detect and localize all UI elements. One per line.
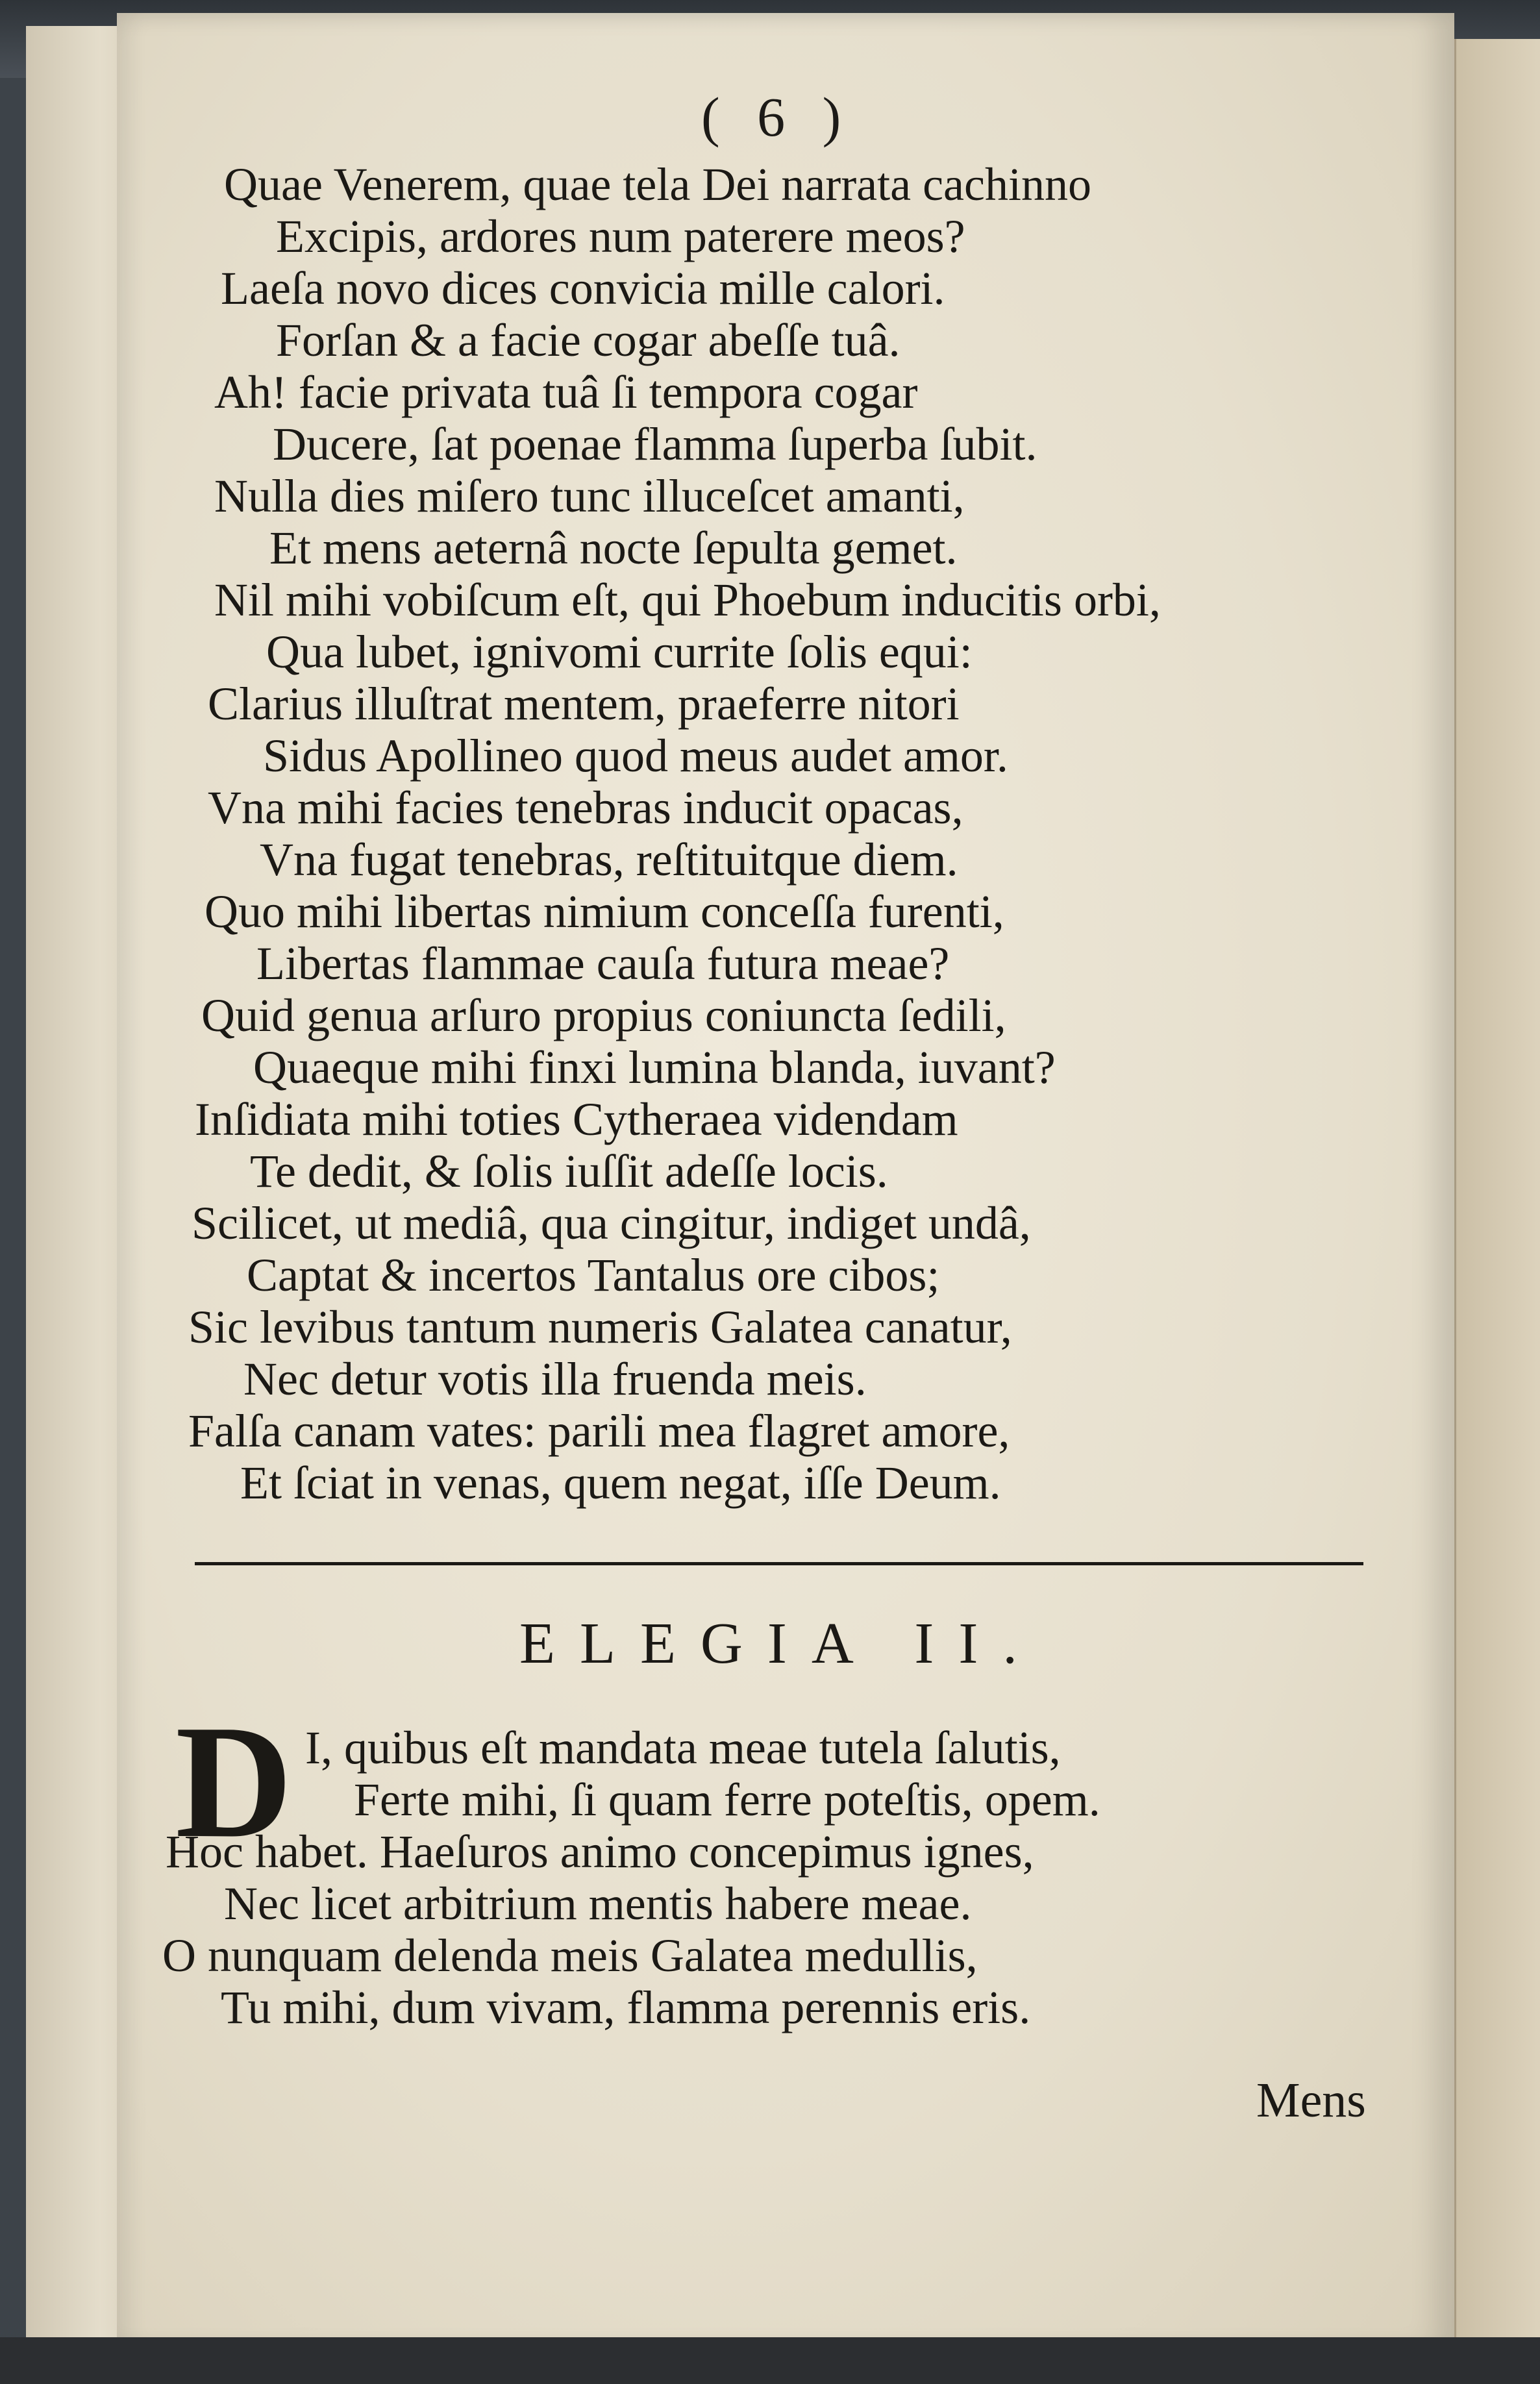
poem-line: Te dedit, & ſolis iuſſit adeſſe locis. (250, 1145, 888, 1197)
page-number: ( 6 ) (701, 86, 853, 148)
section-divider (195, 1562, 1363, 1565)
poem-line: Forſan & a facie cogar abeſſe tuâ. (276, 314, 900, 366)
poem-line: Nec detur votis illa fruenda meis. (243, 1353, 867, 1405)
poem-line: Clarius illuſtrat mentem, praeferre nitori (208, 678, 960, 730)
poem-line: Falſa canam vates: parili mea flagret amore, (188, 1405, 1010, 1457)
poem-line: Inſidiata mihi toties Cytheraea videndam (195, 1093, 958, 1145)
elegy-line: O nunquam delenda meis Galatea medullis, (162, 1930, 978, 1981)
elegy-line: I, quibus eſt mandata meae tutela ſalutis, (305, 1722, 1061, 1774)
elegy-line: Hoc habet. Haeſuros animo concepimus ignes, (166, 1826, 1034, 1878)
elegy-line: Nec licet arbitrium mentis habere meae. (224, 1878, 972, 1930)
poem-line: Quo mihi libertas nimium conceſſa furenti, (205, 886, 1004, 937)
background-bottom (0, 2337, 1540, 2384)
poem-line: Ah! facie privata tuâ ſi tempora cogar (214, 366, 918, 418)
poem-line: Libertas flammae cauſa futura meae? (256, 937, 950, 989)
poem-line: Quae Venerem, quae tela Dei narrata cachinno (224, 158, 1091, 210)
poem-line: Qua lubet, ignivomi currite ſolis equi: (266, 626, 973, 678)
poem-line: Vna mihi facies tenebras inducit opacas, (208, 782, 963, 834)
poem-line: Vna fugat tenebras, reſtituitque diem. (260, 834, 958, 886)
poem-line: Nil mihi vobiſcum eſt, qui Phoebum inducitis orbi, (214, 574, 1161, 626)
poem-line: Ducere, ſat poenae flamma ſuperba ſubit. (273, 418, 1037, 470)
elegy-line: Tu mihi, dum vivam, flamma perennis eris. (221, 1981, 1031, 2033)
poem-line: Sidus Apollineo quod meus audet amor. (263, 730, 1008, 782)
poem-line: Excipis, ardores num paterere meos? (276, 210, 965, 262)
poem-line: Scilicet, ut mediâ, qua cingitur, indiget undâ, (192, 1197, 1031, 1249)
poem-line: Et ſciat in venas, quem negat, iſſe Deum. (240, 1457, 1001, 1509)
catchword: Mens (1256, 2073, 1366, 2128)
poem-line: Sic levibus tantum numeris Galatea canatur, (188, 1301, 1012, 1353)
facing-page-edge (1454, 39, 1540, 2337)
elegy-line: Ferte mihi, ſi quam ferre poteſtis, opem. (354, 1774, 1100, 1826)
poem-line: Nulla dies miſero tunc illuceſcet amanti, (214, 470, 965, 522)
poem-line: Quid genua arſuro propius coniuncta ſedili, (201, 989, 1006, 1041)
elegy-title: ELEGIA II. (519, 1611, 1042, 1676)
poem-line: Laeſa novo dices convicia mille calori. (221, 262, 945, 314)
drop-cap: D (175, 1692, 293, 1872)
poem-line: Et mens aeternâ nocte ſepulta gemet. (269, 522, 958, 574)
poem-line: Captat & incertos Tantalus ore cibos; (247, 1249, 940, 1301)
poem-line: Quaeque mihi finxi lumina blanda, iuvant? (253, 1041, 1056, 1093)
